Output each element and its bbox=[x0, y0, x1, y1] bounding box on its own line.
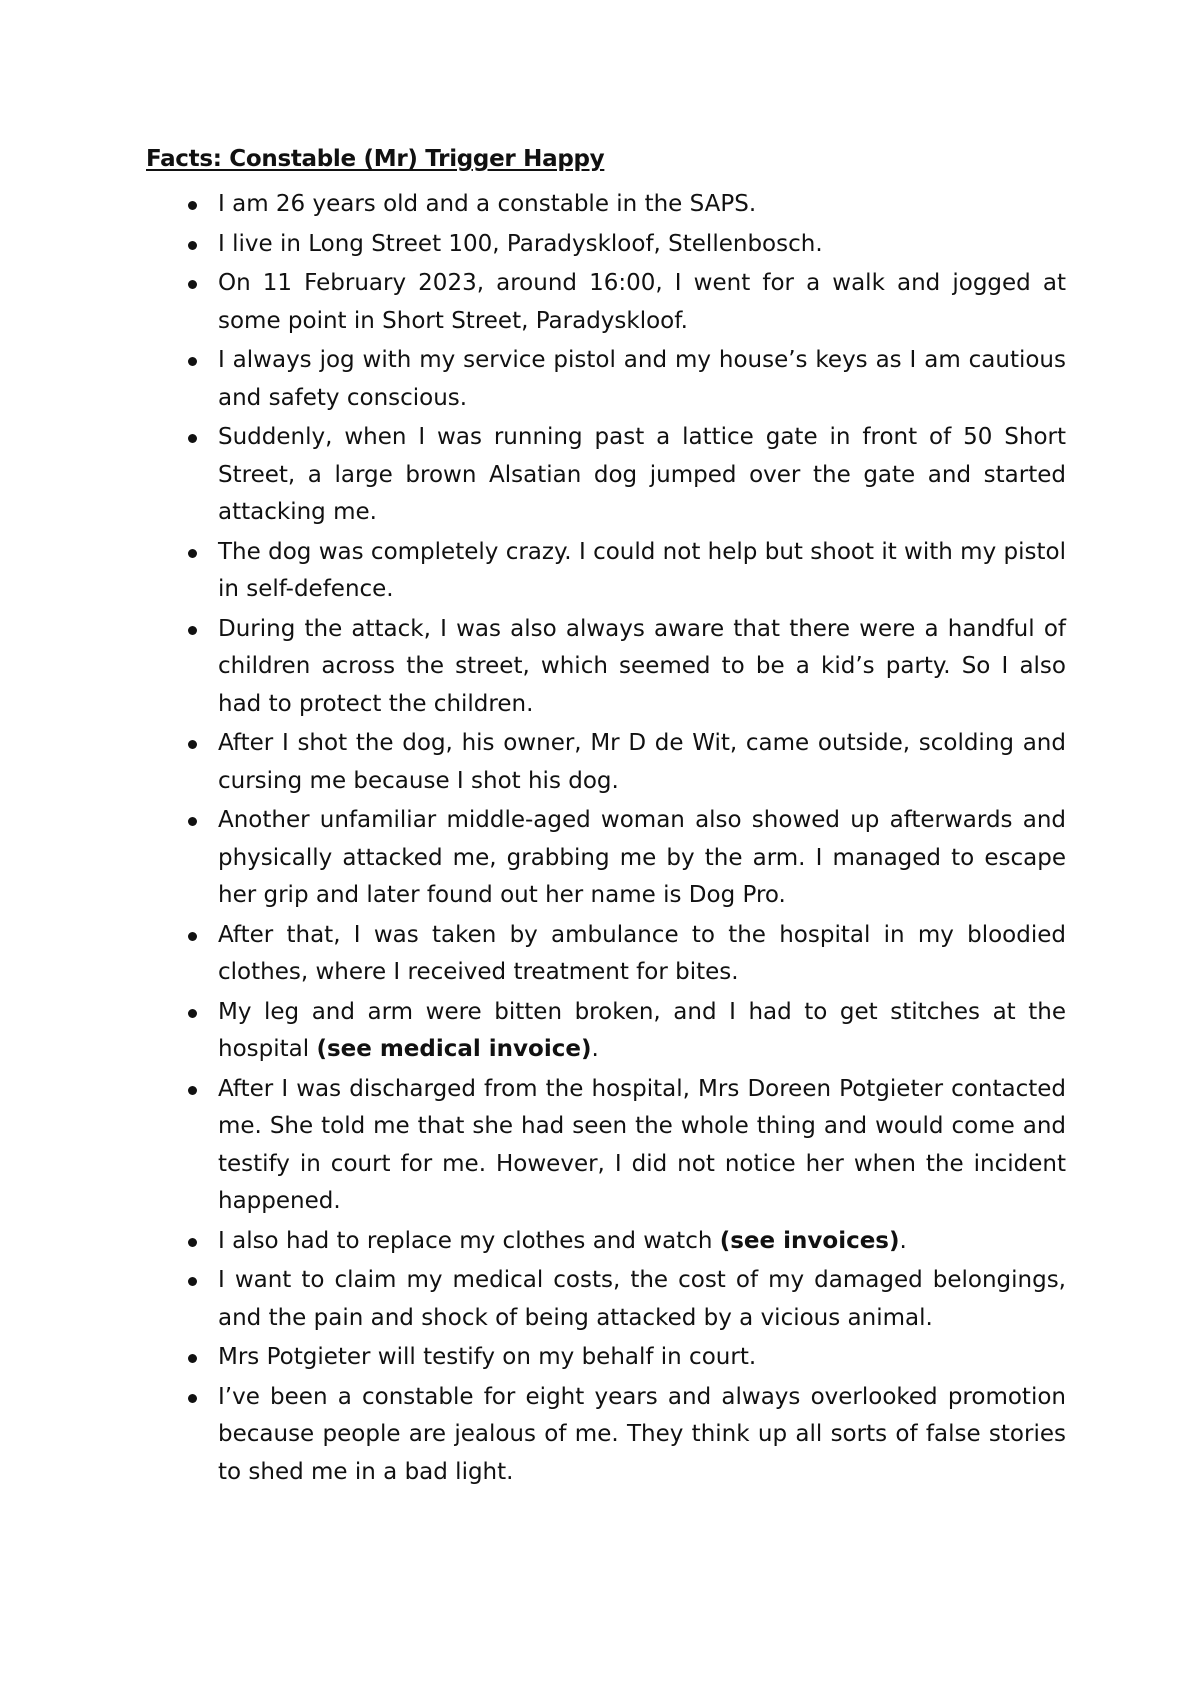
fact-text: During the attack, I was also always aware that there were a handful of children across the street, which seemed to be a kid’s party. So I also had to protect the children. bbox=[218, 615, 1066, 717]
invoice-reference: (see medical invoice) bbox=[316, 1036, 592, 1062]
fact-item bbox=[146, 226, 1066, 264]
bullet-icon bbox=[188, 932, 197, 941]
fact-item bbox=[146, 1223, 1066, 1261]
fact-item bbox=[146, 186, 1066, 224]
bullet-icon bbox=[188, 817, 197, 826]
fact-text: After that, I was taken by ambulance to the hospital in my bloodied clothes, where I received treatment for bites. bbox=[218, 921, 1066, 985]
bullet-icon bbox=[188, 1277, 197, 1286]
fact-item bbox=[146, 917, 1066, 992]
fact-text: Another unfamiliar middle-aged woman also showed up afterwards and physically attacked me, grabbing me by the arm. I managed to escape her grip and later found out her name is Dog Pro. bbox=[218, 807, 1066, 908]
fact-item bbox=[146, 265, 1066, 340]
bullet-icon bbox=[188, 1354, 197, 1363]
invoice-reference: (see invoices) bbox=[719, 1227, 900, 1254]
fact-text: I always jog with my service pistol and my house’s keys as I am cautious and safety conscious. bbox=[218, 347, 1066, 411]
fact-text: My leg and arm were bitten broken, and I had to get stitches at the hospital bbox=[218, 998, 1066, 1062]
bullet-icon bbox=[188, 549, 197, 558]
fact-text: After I shot the dog, his owner, Mr D de Wit, came outside, scolding and cursing me because I shot his dog. bbox=[218, 730, 1066, 794]
fact-text-suffix: . bbox=[899, 1227, 907, 1254]
fact-text: I also had to replace my clothes and watch bbox=[218, 1227, 720, 1254]
fact-text: Suddenly, when I was running past a lattice gate in front of 50 Short Street, a large brown Alsatian dog jumped over the gate and started attacking me. bbox=[218, 424, 1066, 525]
fact-text: The dog was completely crazy. I could not help but shoot it with my pistol in self-defence. bbox=[218, 538, 1066, 602]
fact-text: After I was discharged from the hospital, Mrs Doreen Potgieter contacted me. She told me that she had seen the whole thing and would come and testify in court for me. However, I did not notice her when the incident happened. bbox=[218, 1075, 1066, 1214]
bullet-icon bbox=[188, 1009, 197, 1018]
fact-item bbox=[146, 1339, 1066, 1377]
bullet-icon bbox=[188, 201, 197, 210]
bullet-icon bbox=[188, 280, 197, 289]
fact-text: I’ve been a constable for eight years and always overlooked promotion because people are jealous of me. They think up all sorts of false stories to shed me in a bad light. bbox=[218, 1383, 1066, 1485]
fact-text-suffix: . bbox=[591, 1036, 599, 1062]
bullet-icon bbox=[188, 740, 197, 749]
fact-text: On 11 February 2023, around 16:00, I went for a walk and jogged at some point in Short Street, Paradyskloof. bbox=[218, 270, 1066, 334]
fact-text: Mrs Potgieter will testify on my behalf in court. bbox=[218, 1344, 757, 1370]
fact-item bbox=[146, 994, 1066, 1069]
fact-item bbox=[146, 1379, 1066, 1492]
fact-text: I am 26 years old and a constable in the SAPS. bbox=[218, 191, 757, 217]
fact-item bbox=[146, 725, 1066, 800]
fact-item bbox=[146, 1071, 1066, 1221]
fact-item bbox=[146, 534, 1066, 609]
fact-item bbox=[146, 419, 1066, 532]
bullet-icon bbox=[188, 1086, 197, 1095]
bullet-icon bbox=[188, 1394, 197, 1403]
bullet-icon bbox=[188, 434, 197, 443]
document-title: Facts: Constable (Mr) Trigger Happy bbox=[146, 146, 605, 172]
fact-item bbox=[146, 1262, 1066, 1337]
facts-list bbox=[146, 186, 1066, 1493]
bullet-icon bbox=[188, 626, 197, 635]
bullet-icon bbox=[188, 357, 197, 366]
bullet-icon bbox=[188, 241, 197, 250]
fact-item bbox=[146, 802, 1066, 915]
fact-text: I want to claim my medical costs, the cost of my damaged belongings, and the pain and shock of being attacked by a vicious animal. bbox=[218, 1267, 1066, 1331]
fact-item bbox=[146, 611, 1066, 724]
fact-text: I live in Long Street 100, Paradyskloof, Stellenbosch. bbox=[218, 230, 823, 257]
bullet-icon bbox=[188, 1238, 197, 1247]
fact-item bbox=[146, 342, 1066, 417]
